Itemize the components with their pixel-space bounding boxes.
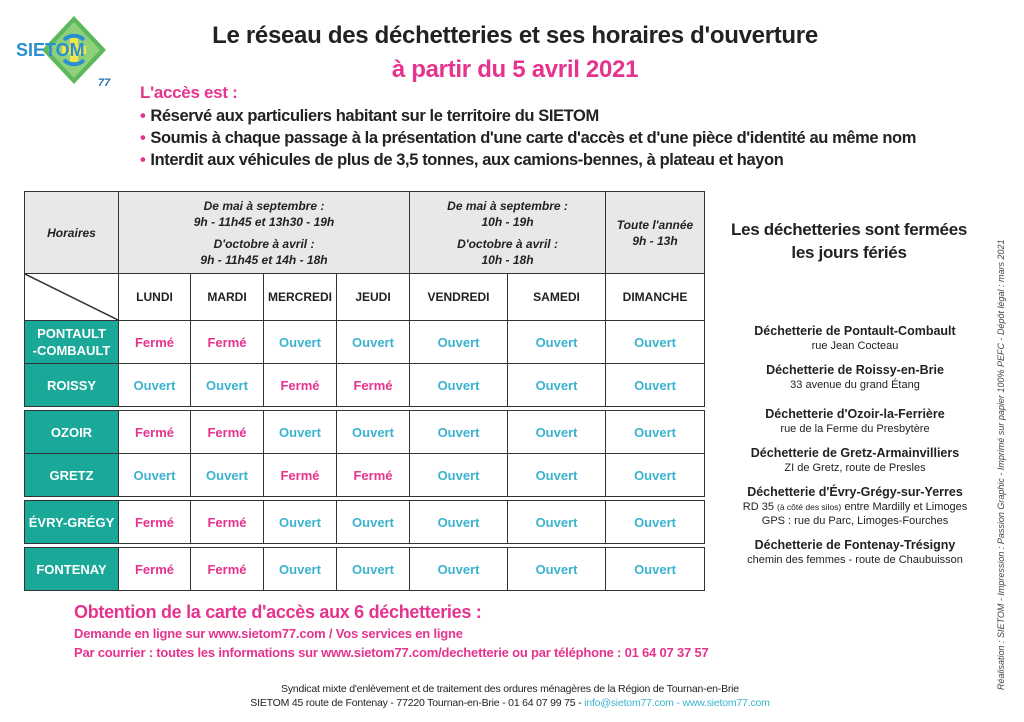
status-cell: Ouvert (508, 501, 606, 544)
site-name: PONTAULT -COMBAULT (25, 321, 119, 364)
status-cell: Ouvert (264, 321, 337, 364)
diagonal-corner-cell (25, 274, 119, 321)
status-cell: Fermé (337, 454, 410, 497)
diagonal-line-icon (25, 274, 118, 320)
status-cell: Fermé (119, 321, 191, 364)
status-cell: Ouvert (410, 501, 508, 544)
status-cell: Fermé (191, 321, 264, 364)
site-name: OZOIR (25, 411, 119, 454)
status-cell: Fermé (191, 501, 264, 544)
status-cell: Ouvert (508, 454, 606, 497)
access-card-info (74, 600, 709, 662)
status-cell: Ouvert (119, 454, 191, 497)
site-row (25, 501, 705, 544)
schedule-table-container (24, 191, 704, 591)
status-cell: Ouvert (264, 501, 337, 544)
address-list (720, 323, 990, 576)
status-cell: Ouvert (606, 411, 705, 454)
status-cell: Ouvert (264, 411, 337, 454)
bullet-icon: • (140, 151, 146, 169)
bullet-icon: • (140, 107, 146, 125)
status-cell: Ouvert (410, 411, 508, 454)
status-cell: Ouvert (337, 501, 410, 544)
holiday-notice: Les déchetteries sont fermées les jours fériés (730, 220, 968, 262)
access-item: • Réservé aux particuliers habitant sur le territoire du SIETOM (140, 107, 599, 125)
logo-text: SIETOM (16, 40, 85, 60)
card-online-request[interactable]: Demande en ligne sur www.sietom77.com / Vos services en ligne (74, 626, 463, 641)
status-cell: Ouvert (606, 321, 705, 364)
site-name: GRETZ (25, 454, 119, 497)
day-header: JEUDI (337, 274, 410, 321)
bullet-icon: • (140, 129, 146, 147)
site-name: ÉVRY-GRÉGY (25, 501, 119, 544)
day-header: MARDI (191, 274, 264, 321)
address-item: Déchetterie d'Évry-Grégy-sur-Yerres RD 35 (à côté des silos) entre Mardilly et Limoges GPS : rue du Parc, Limoges-Fourches (742, 485, 968, 527)
weekend-hours-header: De mai à septembre : 10h - 19h D'octobre à avril : 10h - 18h (410, 192, 606, 274)
page-subtitle-date: à partir du 5 avril 2021 (391, 56, 639, 83)
status-cell: Fermé (119, 411, 191, 454)
page-title: Le réseau des déchetteries et ses horaires d'ouverture (212, 22, 818, 49)
status-cell: Ouvert (410, 364, 508, 407)
status-cell: Fermé (191, 411, 264, 454)
status-cell: Ouvert (606, 454, 705, 497)
day-header: VENDREDI (410, 274, 508, 321)
status-cell: Ouvert (508, 548, 606, 591)
sietom-logo (14, 14, 124, 88)
horaires-header: Horaires (25, 192, 119, 274)
access-item: • Soumis à chaque passage à la présentation d'une carte d'accès et d'une pièce d'identité au même nom (140, 129, 916, 147)
day-header: MERCREDI (264, 274, 337, 321)
access-heading: L'accès est : (140, 83, 238, 102)
card-title: Obtention de la carte d'accès aux 6 déchetteries : (74, 602, 482, 622)
day-header: SAMEDI (508, 274, 606, 321)
status-cell: Ouvert (606, 501, 705, 544)
footer-email-link[interactable]: info@sietom77.com (584, 697, 674, 709)
site-row (25, 548, 705, 591)
status-cell: Ouvert (410, 321, 508, 364)
status-cell: Fermé (264, 454, 337, 497)
day-header: DIMANCHE (606, 274, 705, 321)
address-item: Déchetterie de Gretz-Armainvilliers ZI de Gretz, route de Presles (750, 446, 960, 474)
days-row (25, 274, 705, 321)
status-cell: Ouvert (508, 364, 606, 407)
status-cell: Ouvert (191, 364, 264, 407)
site-row (25, 411, 705, 454)
credits-vertical: Réalisation : SIETOM - Impression : Passion Graphic - Imprimé sur papier 100% PEFC - Dépôt légal : mars 2021 (996, 239, 1006, 690)
status-cell: Ouvert (119, 364, 191, 407)
status-cell: Ouvert (508, 321, 606, 364)
status-cell: Ouvert (410, 548, 508, 591)
site-row (25, 454, 705, 497)
status-cell: Ouvert (606, 548, 705, 591)
address-item: Déchetterie de Fontenay-Trésigny chemin des femmes - route de Chaubuisson (747, 538, 963, 566)
site-name: FONTENAY (25, 548, 119, 591)
site-rows (25, 321, 705, 591)
status-cell: Ouvert (337, 548, 410, 591)
status-cell: Ouvert (191, 454, 264, 497)
address-item: Déchetterie d'Ozoir-la-Ferrière rue de la Ferme du Presbytère (765, 407, 945, 435)
status-cell: Ouvert (337, 321, 410, 364)
site-name: ROISSY (25, 364, 119, 407)
access-item: • Interdit aux véhicules de plus de 3,5 tonnes, aux camions-bennes, à plateau et hayon (140, 151, 784, 169)
footer: Syndicat mixte d'enlèvement et de traitement des ordures ménagères de la Région de Tournan-en-Brie SIETOM 45 route de Fontenay - 77220 Tournan-en-Brie - 01 64 07 99 75 - info@sietom77.com - www.sietom77.com (250, 683, 770, 709)
logo-icon (14, 14, 124, 88)
status-cell: Fermé (337, 364, 410, 407)
weekday-hours-header: De mai à septembre : 9h - 11h45 et 13h30 - 19h D'octobre à avril : 9h - 11h45 et 14h - 18h (119, 192, 410, 274)
site-row (25, 364, 705, 407)
footer-website-link[interactable]: www.sietom77.com (682, 697, 770, 709)
status-cell: Fermé (191, 548, 264, 591)
status-cell: Ouvert (606, 364, 705, 407)
schedule-table (24, 191, 705, 591)
status-cell: Fermé (119, 501, 191, 544)
address-item: Déchetterie de Roissy-en-Brie 33 avenue du grand Étang (766, 363, 944, 391)
status-cell: Fermé (119, 548, 191, 591)
sunday-hours-header: Toute l'année 9h - 13h (606, 192, 705, 274)
status-cell: Ouvert (508, 411, 606, 454)
site-row (25, 321, 705, 364)
status-cell: Ouvert (264, 548, 337, 591)
day-header: LUNDI (119, 274, 191, 321)
address-item: Déchetterie de Pontault-Combault rue Jean Cocteau (754, 324, 956, 352)
status-cell: Ouvert (410, 454, 508, 497)
status-cell: Fermé (264, 364, 337, 407)
card-mail-phone[interactable]: Par courrier : toutes les informations sur www.sietom77.com/dechetterie ou par téléphone : 01 64 07 37 57 (74, 645, 709, 660)
status-cell: Ouvert (337, 411, 410, 454)
logo-number: 77 (98, 77, 111, 88)
access-conditions (140, 83, 916, 171)
